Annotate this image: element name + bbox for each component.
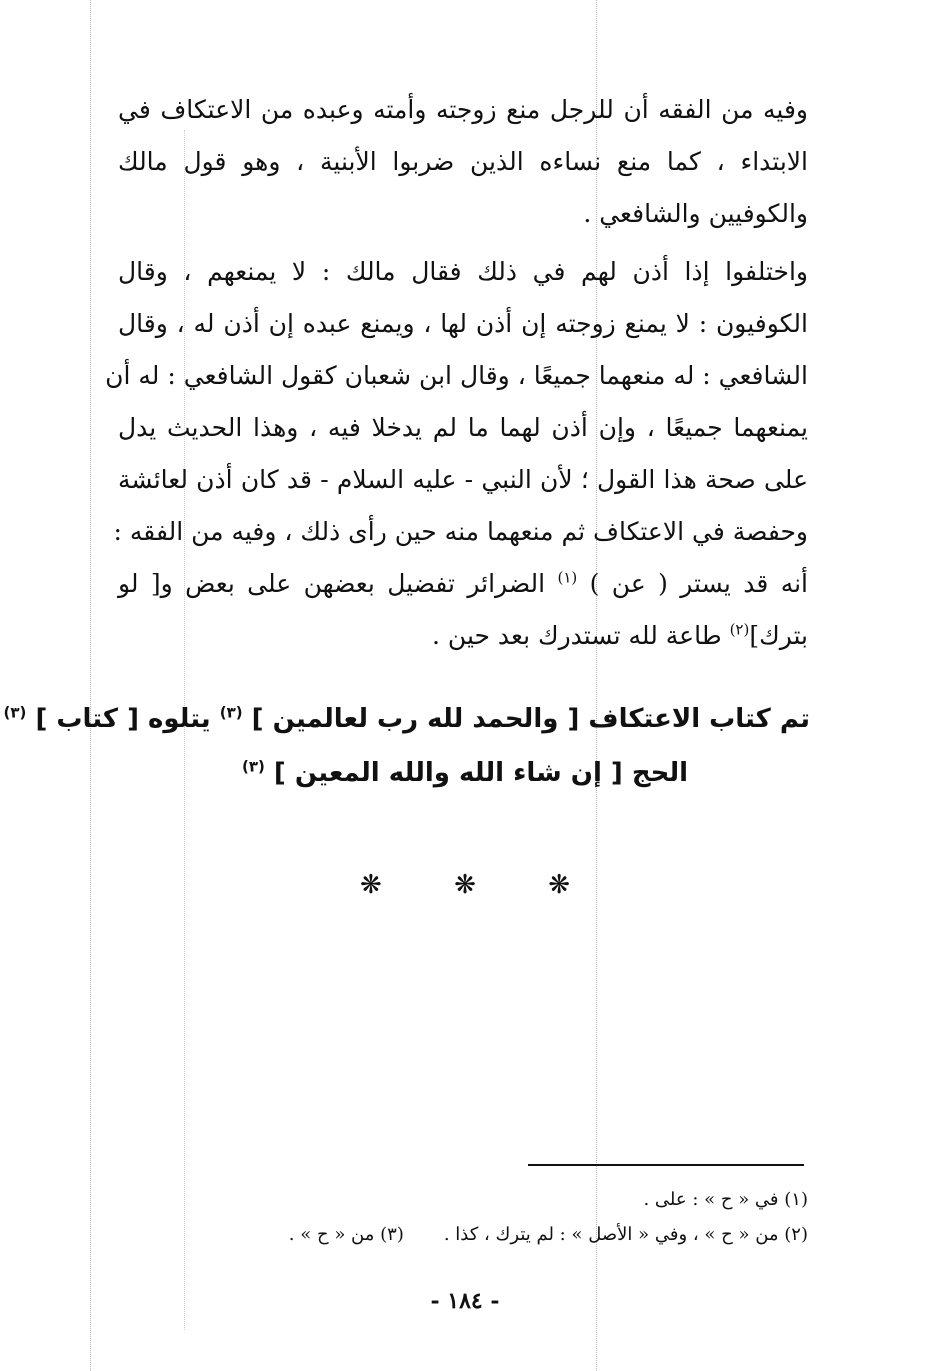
text-line: الكوفيون : لا يمنع زوجته إن أذن لها ، ويمنع عبده إن أذن له ، وقال bbox=[118, 309, 808, 338]
closing-text: الحج [ إن شاء الله والله المعين ] bbox=[273, 758, 688, 788]
text-segment: طاعة لله تستدرك بعد حين . bbox=[432, 621, 722, 650]
footnote-2: (٢) من « ح » ، وفي « الأصل » : لم يترك ، كذا . bbox=[443, 1224, 808, 1245]
closing-line bbox=[120, 746, 810, 800]
scan-artifact-line bbox=[90, 0, 91, 1371]
asterisk-icon: ❋ bbox=[548, 870, 570, 900]
closing-text: تم كتاب الاعتكاف [ والحمد لله رب لعالمين ] bbox=[251, 704, 810, 734]
footnote-line bbox=[160, 1182, 808, 1217]
text-line: الابتداء ، كما منع نساءه الذين ضربوا الأبنية ، وهو قول مالك bbox=[118, 147, 808, 176]
text-line: الشافعي : له منعهما جميعًا ، وقال ابن شعبان كقول الشافعي : له أن bbox=[105, 361, 808, 390]
text-line: وفيه من الفقه أن للرجل منع زوجته وأمته وعبده من الاعتكاف في bbox=[118, 95, 808, 124]
footnote-line bbox=[160, 1217, 808, 1252]
footnote-divider bbox=[528, 1164, 804, 1166]
footnotes bbox=[160, 1182, 808, 1252]
footnote-reference: (٣) bbox=[219, 703, 243, 722]
closing-text: يتلوه [ كتاب ] bbox=[35, 704, 211, 734]
main-text bbox=[105, 84, 809, 662]
text-segment: بترك] bbox=[749, 621, 808, 650]
footnote-reference: (٣) bbox=[3, 703, 27, 722]
text-line bbox=[118, 558, 808, 610]
text-segment: الضرائر تفضيل بعضهن على بعض و[ لو bbox=[118, 569, 546, 598]
asterisk-icon: ❋ bbox=[360, 870, 382, 900]
chapter-closing bbox=[3, 692, 810, 800]
asterisk-icon: ❋ bbox=[454, 870, 476, 900]
text-line: على صحة هذا القول ؛ لأن النبي - عليه السلام - قد كان أذن لعائشة bbox=[118, 465, 808, 494]
page-number: - ١٨٤ - bbox=[430, 1288, 500, 1314]
text-line: واختلفوا إذا أذن لهم في ذلك فقال مالك : لا يمنعهم ، وقال bbox=[118, 257, 808, 286]
footnote-reference: (١) bbox=[557, 568, 578, 587]
text-line: وحفصة في الاعتكاف ثم منعهما منه حين رأى ذلك ، وفيه من الفقه : bbox=[113, 517, 808, 546]
footnote-1: (١) في « ح » : على . bbox=[643, 1189, 808, 1210]
text-line: يمنعهما جميعًا ، وإن أذن لهما ما لم يدخلا فيه ، وهذا الحديث يدل bbox=[118, 413, 808, 442]
footnote-3: (٣) من « ح » . bbox=[288, 1224, 404, 1245]
closing-line bbox=[3, 692, 810, 746]
footnote-reference: (٣) bbox=[241, 757, 265, 776]
footnote-reference: (٢) bbox=[729, 620, 750, 639]
text-segment: أنه قد يستر ( عن ) bbox=[589, 569, 809, 598]
text-line: والكوفيين والشافعي . bbox=[583, 199, 808, 228]
paragraph-1 bbox=[118, 84, 808, 240]
section-separator bbox=[360, 870, 570, 900]
paragraph-2 bbox=[105, 246, 809, 662]
text-line bbox=[118, 610, 808, 662]
